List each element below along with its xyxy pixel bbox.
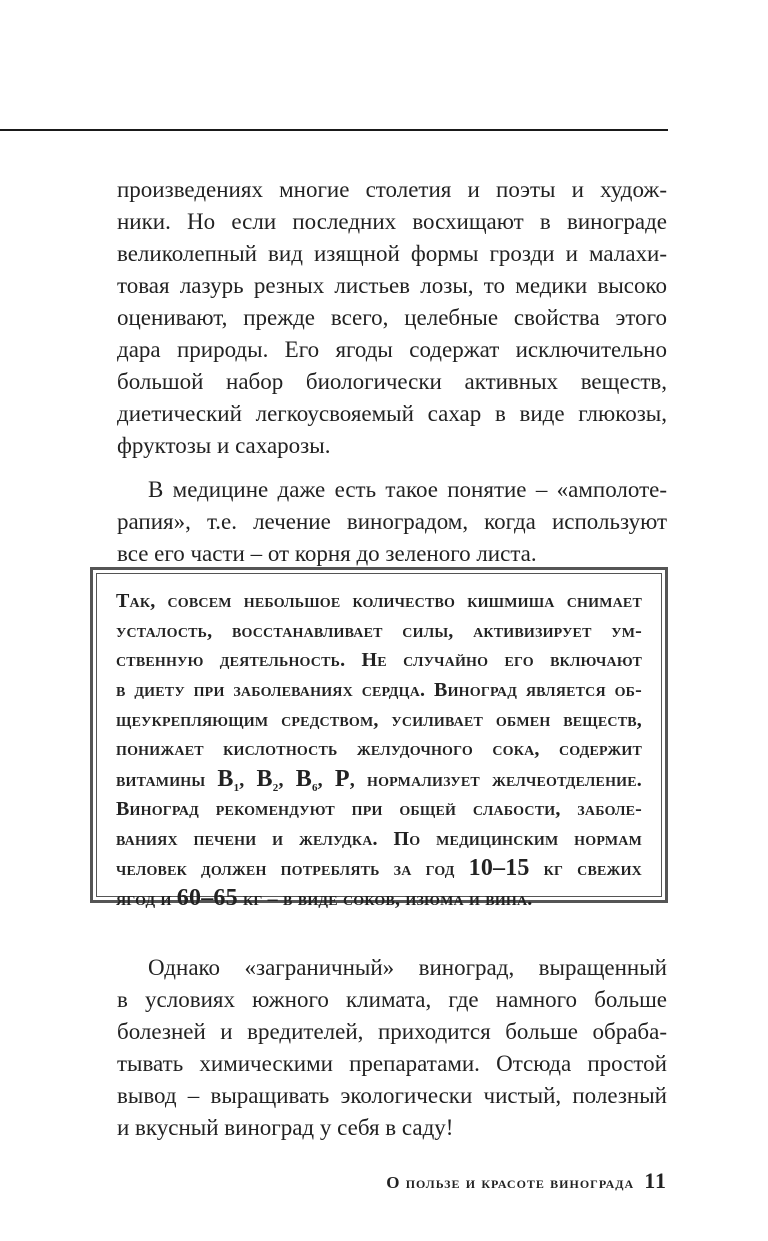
box-line: Виноград рекомендуют при общей слабости, заболе- <box>116 797 642 820</box>
text-line: ники. Но если последних восхищают в винограде <box>117 209 667 234</box>
vitamin-subscript: 2 <box>272 782 279 795</box>
highlight-box <box>90 567 668 911</box>
text-line: Однако «заграничный» виноград, выращенный <box>148 955 667 980</box>
box-text <box>116 587 642 914</box>
page-footer <box>386 1168 667 1194</box>
box-line: щеукрепляющим средством, усиливает обмен веществ, <box>116 708 642 731</box>
text-line: фруктозы и сахарозы. <box>117 433 331 458</box>
text: кг – в виде соков, изюма и вина. <box>243 887 533 910</box>
vitamins-label: витамины <box>116 769 206 792</box>
paragraph-3 <box>117 952 667 1144</box>
vitamin: B <box>217 766 234 793</box>
text-line: большой набор биологически активных веществ, <box>117 369 667 394</box>
page-number: 11 <box>644 1168 667 1193</box>
vitamin: B <box>295 766 312 793</box>
vitamins-suffix: , нормализует желчеотделение. <box>349 769 643 792</box>
text-line: оценивают, прежде всего, целебные свойства этого <box>117 305 667 330</box>
text-line: и вкусный виноград у себя в саду! <box>117 1115 454 1140</box>
box-line: усталость, восстанавливает силы, активизирует ум- <box>116 619 642 642</box>
box-line: в диету при заболеваниях сердца. Виноград является об- <box>116 679 642 702</box>
running-title: О пользе и красоте винограда <box>386 1173 635 1192</box>
box-line: понижает кислотность желудочного сока, содержит <box>116 738 642 761</box>
paragraph-2 <box>117 474 667 570</box>
vitamin-subscript: 6 <box>311 782 318 795</box>
text-line: вывод – выращивать экологически чистый, полезный <box>117 1083 667 1108</box>
text-line: тывать химическими препаратами. Отсюда простой <box>117 1051 667 1076</box>
box-line: Так, совсем небольшое количество кишмиша снимает <box>116 590 642 612</box>
box-line-vitamins: витамины $B_1$, $B_2$, $B_6$, P, нормализует желчеотделение. <box>116 766 643 795</box>
text-line: произведениях многие столетия и поэты и худож- <box>117 177 667 202</box>
quantity: 60–65 <box>176 884 238 911</box>
text: ягод и <box>116 887 172 910</box>
text-line: товая лазурь резных листьев лозы, то медики высоко <box>117 273 667 298</box>
box-line: ваниях печени и желудка. По медицинским нормам <box>116 827 642 850</box>
vitamin: P <box>334 766 350 793</box>
text-line: дара природы. Его ягоды содержат исключительно <box>117 337 667 362</box>
paragraph-1 <box>117 174 667 462</box>
vitamin: B <box>256 766 273 793</box>
vitamin-subscript: 1 <box>233 782 240 795</box>
quantity: 10–15 <box>468 855 530 882</box>
text-line: в условиях южного климата, где намного больше <box>117 987 667 1012</box>
box-line: ственную деятельность. Не случайно его включают <box>116 649 642 672</box>
text-line: все его части – от корня до зеленого листа. <box>117 541 537 566</box>
header-rule <box>0 129 668 131</box>
text: человек должен потреблять за год <box>116 858 455 881</box>
box-line <box>116 854 642 884</box>
text-line: рапия», т.е. лечение виноградом, когда используют <box>117 509 667 534</box>
text: кг свежих <box>543 858 642 881</box>
box-line <box>116 884 642 914</box>
text-line: диетический легкоусвояемый сахар в виде глюкозы, <box>117 401 667 426</box>
text-line: болезней и вредителей, приходится больше обраба- <box>117 1019 667 1044</box>
text-line: В медицине даже есть такое понятие – «амполоте- <box>148 477 667 502</box>
text-line: великолепный вид изящной формы грозди и малахи- <box>117 241 667 266</box>
